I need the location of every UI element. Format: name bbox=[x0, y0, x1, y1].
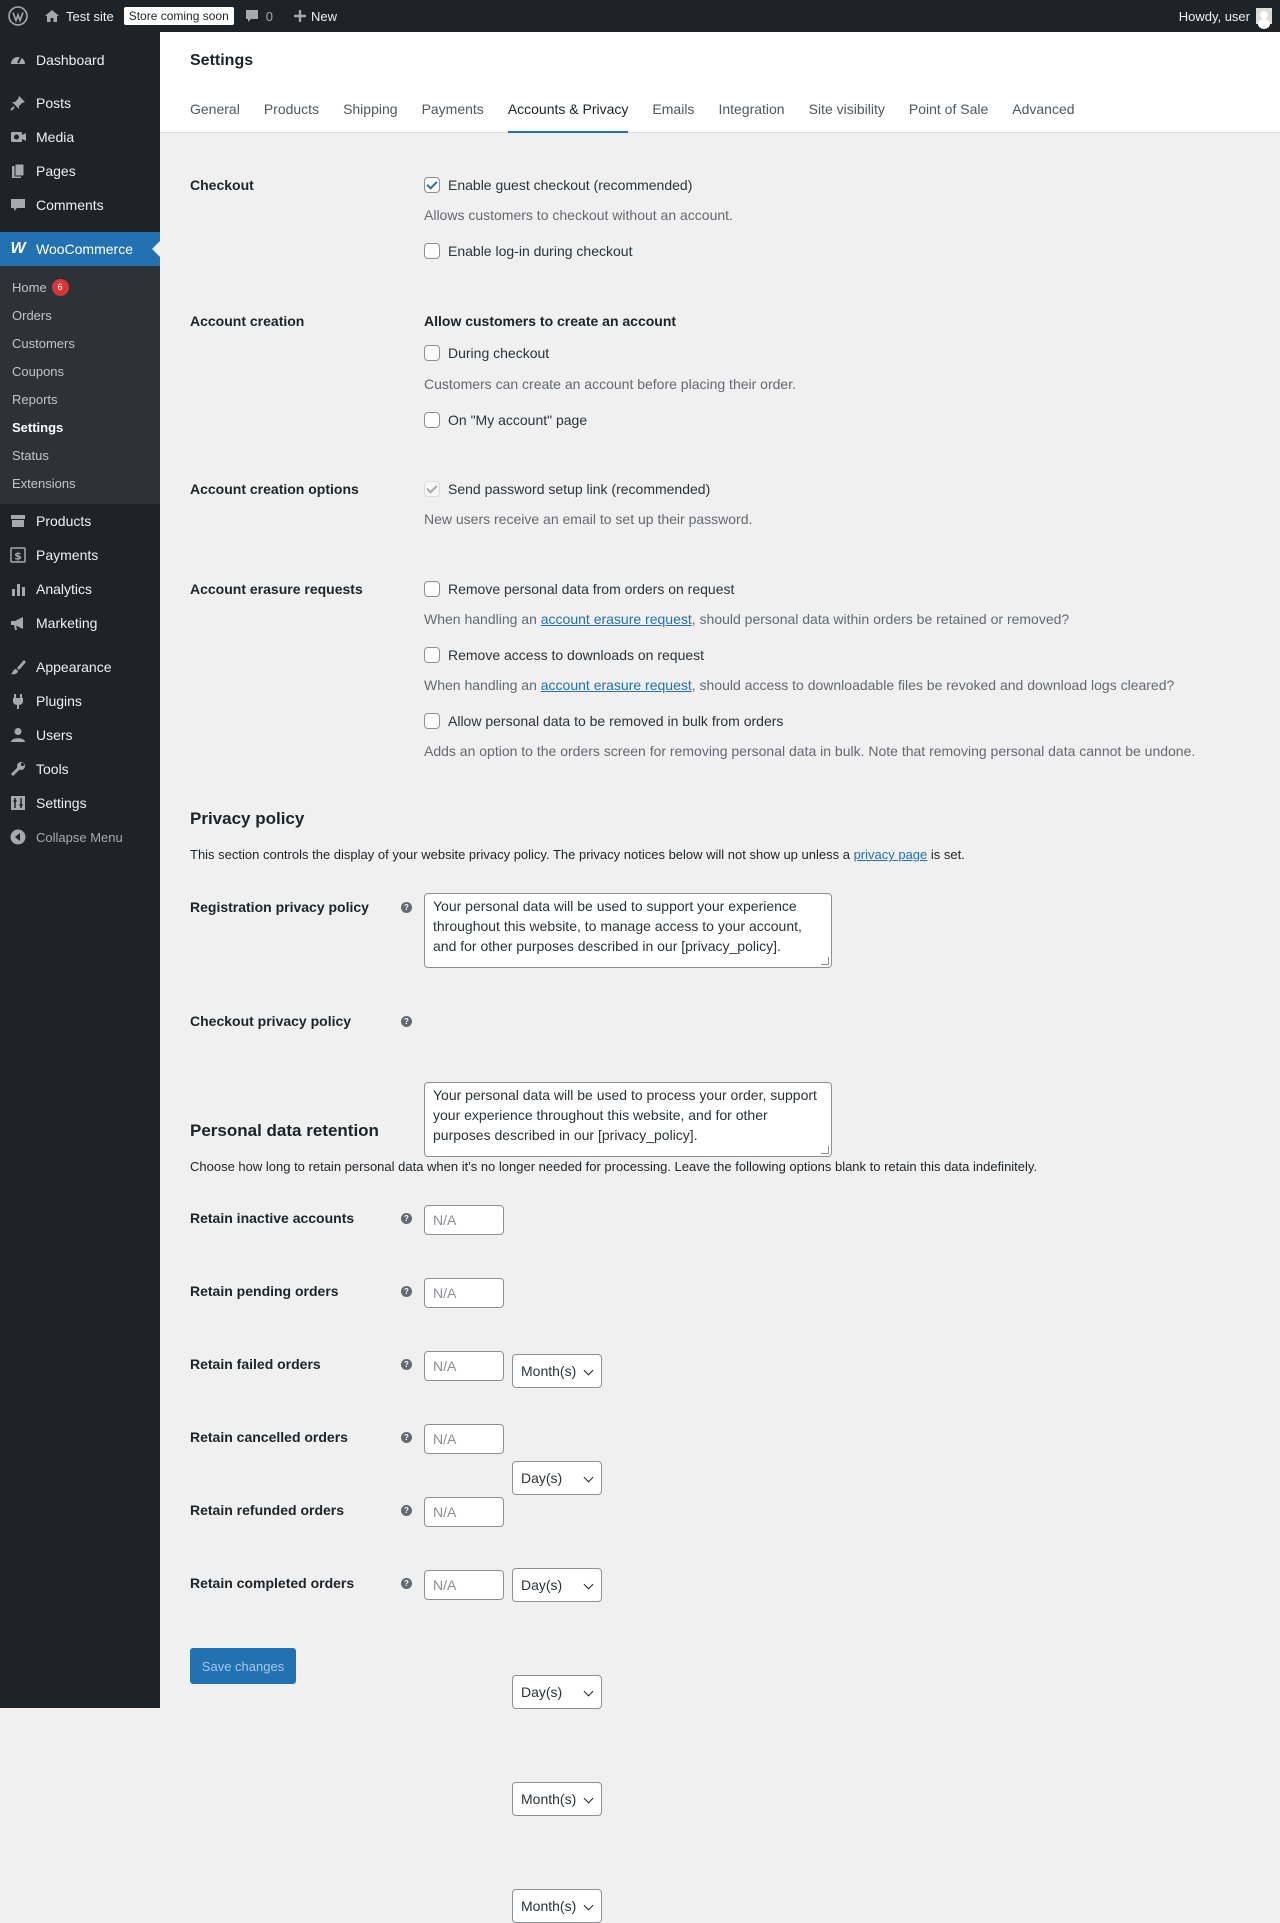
comments-count: 0 bbox=[265, 8, 273, 24]
account-erasure-request-link[interactable]: account erasure request bbox=[540, 677, 692, 693]
save-changes-button[interactable]: Save changes bbox=[190, 1648, 296, 1684]
bulk-removal-checkbox[interactable] bbox=[424, 713, 440, 729]
account-erasure-label: Account erasure requests bbox=[190, 581, 363, 597]
account-creation-label: Account creation bbox=[190, 313, 305, 329]
marketing-megaphone-icon bbox=[8, 613, 28, 633]
retain-inactive-accounts-label: Retain inactive accounts bbox=[190, 1210, 355, 1226]
unit-value: Day(s) bbox=[521, 1577, 563, 1593]
menu-tools[interactable] bbox=[0, 752, 160, 786]
menu-marketing-label: Marketing bbox=[36, 615, 98, 631]
retain-completed-orders-label: Retain completed orders bbox=[190, 1575, 355, 1591]
desc-suffix: , should personal data within orders be retained or removed? bbox=[691, 611, 1070, 627]
unit-value: Month(s) bbox=[521, 1363, 577, 1379]
send-password-link-checkbox bbox=[424, 481, 440, 497]
help-tip-icon[interactable]: ? bbox=[401, 1505, 412, 1516]
admin-bar bbox=[0, 0, 1280, 32]
menu-settings[interactable] bbox=[0, 786, 160, 820]
remove-order-data-description bbox=[424, 611, 1069, 627]
new-label: New bbox=[310, 8, 337, 24]
unit-value: Day(s) bbox=[521, 1684, 563, 1700]
guest-checkout-label: Enable guest checkout (recommended) bbox=[448, 177, 693, 193]
comments-link[interactable] bbox=[234, 0, 281, 32]
privacy-intro-text: This section controls the display of your website privacy policy. The privacy notices below will not show up unless a bbox=[190, 847, 854, 862]
wordpress-logo-icon[interactable] bbox=[0, 0, 36, 32]
help-tip-icon[interactable]: ? bbox=[401, 1016, 412, 1027]
menu-appearance[interactable] bbox=[0, 650, 160, 684]
retain-completed-orders-unit-select[interactable] bbox=[512, 1889, 602, 1923]
retain-inactive-accounts-unit-select[interactable] bbox=[512, 1354, 602, 1388]
remove-downloads-label: Remove access to downloads on request bbox=[448, 647, 705, 663]
submenu-settings[interactable]: Settings bbox=[12, 419, 64, 435]
settings-header bbox=[160, 32, 1280, 133]
help-tip-icon[interactable]: ? bbox=[401, 1286, 412, 1297]
unit-value: Month(s) bbox=[521, 1898, 577, 1914]
site-name: Test site bbox=[66, 8, 114, 24]
submenu-home-label: Home bbox=[12, 279, 47, 295]
users-person-icon bbox=[8, 725, 28, 745]
retain-pending-orders-unit-select[interactable] bbox=[512, 1461, 602, 1495]
retain-completed-orders-input[interactable]: N/A bbox=[424, 1570, 504, 1600]
chevron-down-icon bbox=[584, 1473, 594, 1483]
help-tip-icon[interactable]: ? bbox=[401, 1432, 412, 1443]
menu-products[interactable] bbox=[0, 504, 160, 538]
bulk-removal-option[interactable] bbox=[424, 713, 783, 729]
privacy-page-link[interactable]: privacy page bbox=[853, 847, 928, 862]
collapse-menu-button[interactable] bbox=[0, 820, 160, 854]
registration-privacy-textarea[interactable]: Your personal data will be used to support your experience throughout this website, to manage access to your account, and for other purposes described in our [privacy_policy]. bbox=[424, 893, 832, 968]
submenu-status[interactable]: Status bbox=[12, 447, 49, 463]
guest-checkout-checkbox[interactable] bbox=[424, 177, 440, 193]
help-tip-icon[interactable]: ? bbox=[401, 902, 412, 913]
submenu-reports[interactable]: Reports bbox=[12, 391, 58, 407]
tab-emails[interactable]: Emails bbox=[652, 101, 695, 117]
tab-point-of-sale[interactable]: Point of Sale bbox=[908, 101, 989, 117]
account-erasure-request-link[interactable]: account erasure request bbox=[540, 611, 692, 627]
menu-comments[interactable] bbox=[0, 188, 160, 222]
menu-plugins[interactable] bbox=[0, 684, 160, 718]
new-content-link[interactable] bbox=[281, 0, 345, 32]
comment-bubble-icon bbox=[244, 8, 260, 24]
checkout-label: Checkout bbox=[190, 177, 254, 193]
menu-woocommerce-label: WooCommerce bbox=[36, 241, 133, 257]
account-creation-heading: Allow customers to create an account bbox=[424, 313, 677, 329]
products-archive-icon bbox=[8, 511, 28, 531]
menu-media-label: Media bbox=[36, 129, 75, 145]
help-tip-icon[interactable]: ? bbox=[401, 1213, 412, 1224]
privacy-policy-heading: Privacy policy bbox=[190, 809, 305, 828]
menu-analytics-label: Analytics bbox=[36, 581, 93, 597]
menu-appearance-label: Appearance bbox=[36, 659, 112, 675]
login-checkout-checkbox[interactable] bbox=[424, 243, 440, 259]
send-password-link-description: New users receive an email to set up their password. bbox=[424, 511, 753, 527]
create-on-myaccount-checkbox[interactable] bbox=[424, 412, 440, 428]
remove-downloads-checkbox[interactable] bbox=[424, 647, 440, 663]
admin-sidebar bbox=[0, 32, 160, 1708]
retain-failed-orders-unit-select[interactable] bbox=[512, 1568, 602, 1602]
settings-tabs bbox=[190, 102, 1099, 133]
remove-downloads-description bbox=[424, 677, 1174, 693]
howdy-text: Howdy, user bbox=[1178, 8, 1250, 24]
submenu-home[interactable] bbox=[0, 273, 160, 301]
guest-checkout-description: Allows customers to checkout without an account. bbox=[424, 207, 733, 223]
page-title: Settings bbox=[190, 52, 254, 69]
menu-dashboard-label: Dashboard bbox=[36, 52, 105, 68]
remove-order-data-checkbox[interactable] bbox=[424, 581, 440, 597]
plus-icon bbox=[293, 9, 307, 23]
create-on-myaccount-option[interactable] bbox=[424, 412, 587, 428]
menu-settings-label: Settings bbox=[36, 795, 87, 811]
send-password-link-label: Send password setup link (recommended) bbox=[448, 481, 711, 497]
menu-tools-label: Tools bbox=[36, 761, 69, 777]
privacy-intro-suffix: is set. bbox=[927, 847, 965, 862]
chevron-down-icon bbox=[584, 1794, 594, 1804]
menu-users[interactable] bbox=[0, 718, 160, 752]
retain-cancelled-orders-input[interactable]: N/A bbox=[424, 1424, 504, 1454]
desc-suffix: , should access to downloadable files be revoked and download logs cleared? bbox=[691, 677, 1175, 693]
menu-comments-label: Comments bbox=[36, 197, 104, 213]
home-count-badge: 6 bbox=[52, 279, 69, 296]
chevron-down-icon bbox=[584, 1687, 594, 1697]
analytics-bars-icon bbox=[8, 579, 28, 599]
comments-icon bbox=[8, 195, 28, 215]
pushpin-icon bbox=[8, 93, 28, 113]
collapse-arrow-icon bbox=[8, 827, 28, 847]
create-during-checkout-option[interactable] bbox=[424, 345, 549, 361]
chevron-down-icon bbox=[584, 1901, 594, 1911]
retain-refunded-orders-label: Retain refunded orders bbox=[190, 1502, 345, 1518]
menu-posts-label: Posts bbox=[36, 95, 72, 111]
retain-inactive-accounts-input[interactable]: N/A bbox=[424, 1205, 504, 1235]
submenu-coupons[interactable]: Coupons bbox=[12, 363, 65, 379]
retain-refunded-orders-input[interactable]: N/A bbox=[424, 1497, 504, 1527]
tab-site-visibility[interactable]: Site visibility bbox=[808, 101, 885, 117]
login-checkout-option[interactable] bbox=[424, 243, 632, 259]
tab-shipping[interactable]: Shipping bbox=[343, 101, 398, 117]
registration-privacy-label: Registration privacy policy bbox=[190, 899, 369, 915]
retain-cancelled-orders-unit-select[interactable] bbox=[512, 1675, 602, 1709]
tab-accounts-privacy[interactable]: Accounts & Privacy bbox=[508, 102, 629, 133]
tab-integration[interactable]: Integration bbox=[718, 101, 785, 117]
woocommerce-icon: W bbox=[10, 240, 26, 257]
submenu-customers[interactable]: Customers bbox=[12, 335, 75, 351]
account-creation-options-label: Account creation options bbox=[190, 481, 359, 497]
retain-failed-orders-label: Retain failed orders bbox=[190, 1356, 321, 1372]
tab-advanced[interactable]: Advanced bbox=[1012, 101, 1075, 117]
menu-media[interactable] bbox=[0, 120, 160, 154]
submenu-extensions[interactable]: Extensions bbox=[12, 475, 76, 491]
desc-prefix: When handling an bbox=[424, 611, 541, 627]
menu-plugins-label: Plugins bbox=[36, 693, 82, 709]
menu-marketing[interactable] bbox=[0, 606, 160, 640]
retain-failed-orders-input[interactable]: N/A bbox=[424, 1351, 504, 1381]
dashboard-gauge-icon bbox=[8, 50, 28, 70]
media-camera-icon bbox=[8, 127, 28, 147]
help-tip-icon[interactable]: ? bbox=[401, 1359, 412, 1370]
remove-order-data-label: Remove personal data from orders on request bbox=[448, 581, 735, 597]
data-retention-heading: Personal data retention bbox=[190, 1121, 379, 1140]
login-checkout-label: Enable log-in during checkout bbox=[448, 243, 633, 259]
home-icon bbox=[44, 8, 60, 24]
appearance-brush-icon bbox=[8, 657, 28, 677]
data-retention-intro: Choose how long to retain personal data when it's no longer needed for processing. Leave the following options blank to retain this data indefinitely. bbox=[190, 1159, 1038, 1174]
tab-payments[interactable]: Payments bbox=[421, 101, 484, 117]
bulk-removal-label: Allow personal data to be removed in bulk from orders bbox=[448, 713, 784, 729]
send-password-link-option bbox=[424, 481, 710, 497]
chevron-down-icon bbox=[584, 1366, 594, 1376]
retain-refunded-orders-unit-select[interactable] bbox=[512, 1782, 602, 1816]
desc-prefix: When handling an bbox=[424, 677, 541, 693]
store-coming-soon-badge[interactable]: Store coming soon bbox=[124, 7, 234, 25]
help-tip-icon[interactable]: ? bbox=[401, 1578, 412, 1589]
create-on-myaccount-label: On "My account" page bbox=[448, 412, 588, 428]
collapse-menu-label: Collapse Menu bbox=[36, 829, 123, 845]
site-name-link[interactable] bbox=[36, 0, 122, 32]
menu-payments[interactable] bbox=[0, 538, 160, 572]
checkout-privacy-textarea[interactable]: Your personal data will be used to process your order, support your experience throughout this website, and for other purposes described in our [privacy_policy]. bbox=[424, 1082, 832, 1157]
plugins-plug-icon bbox=[8, 691, 28, 711]
remove-order-data-option[interactable] bbox=[424, 581, 734, 597]
bulk-removal-description: Adds an option to the orders screen for removing personal data in bulk. Note that removing personal data cannot be undone. bbox=[424, 743, 1196, 759]
menu-analytics[interactable] bbox=[0, 572, 160, 606]
pages-icon bbox=[8, 161, 28, 181]
create-during-checkout-label: During checkout bbox=[448, 345, 550, 361]
my-account-link[interactable] bbox=[1171, 0, 1280, 32]
menu-pages-label: Pages bbox=[36, 163, 76, 179]
chevron-down-icon bbox=[584, 1580, 594, 1590]
retain-cancelled-orders-label: Retain cancelled orders bbox=[190, 1429, 348, 1445]
menu-products-label: Products bbox=[36, 513, 92, 529]
woocommerce-submenu bbox=[0, 266, 160, 504]
create-during-checkout-description: Customers can create an account before placing their order. bbox=[424, 376, 796, 392]
retain-pending-orders-input[interactable]: N/A bbox=[424, 1278, 504, 1308]
tools-wrench-icon bbox=[8, 759, 28, 779]
menu-pages[interactable] bbox=[0, 154, 160, 188]
unit-value: Day(s) bbox=[521, 1470, 563, 1486]
menu-payments-label: Payments bbox=[36, 547, 99, 563]
checkout-privacy-label: Checkout privacy policy bbox=[190, 1013, 352, 1029]
unit-value: Month(s) bbox=[521, 1791, 577, 1807]
payments-dollar-icon bbox=[8, 545, 28, 565]
tab-products[interactable]: Products bbox=[263, 101, 320, 117]
svg-text:$: $ bbox=[14, 549, 22, 563]
retain-pending-orders-label: Retain pending orders bbox=[190, 1283, 339, 1299]
settings-form bbox=[190, 133, 1250, 1914]
remove-downloads-option[interactable] bbox=[424, 647, 704, 663]
submenu-orders[interactable]: Orders bbox=[12, 307, 52, 323]
create-during-checkout-checkbox[interactable] bbox=[424, 345, 440, 361]
menu-dashboard[interactable] bbox=[0, 42, 160, 78]
avatar bbox=[1256, 8, 1272, 24]
privacy-policy-intro bbox=[190, 847, 965, 862]
settings-sliders-icon bbox=[8, 793, 28, 813]
guest-checkout-option[interactable] bbox=[424, 177, 692, 193]
menu-users-label: Users bbox=[36, 727, 73, 743]
menu-woocommerce[interactable] bbox=[0, 232, 160, 266]
menu-posts[interactable] bbox=[0, 86, 160, 120]
tab-general[interactable]: General bbox=[190, 101, 240, 117]
